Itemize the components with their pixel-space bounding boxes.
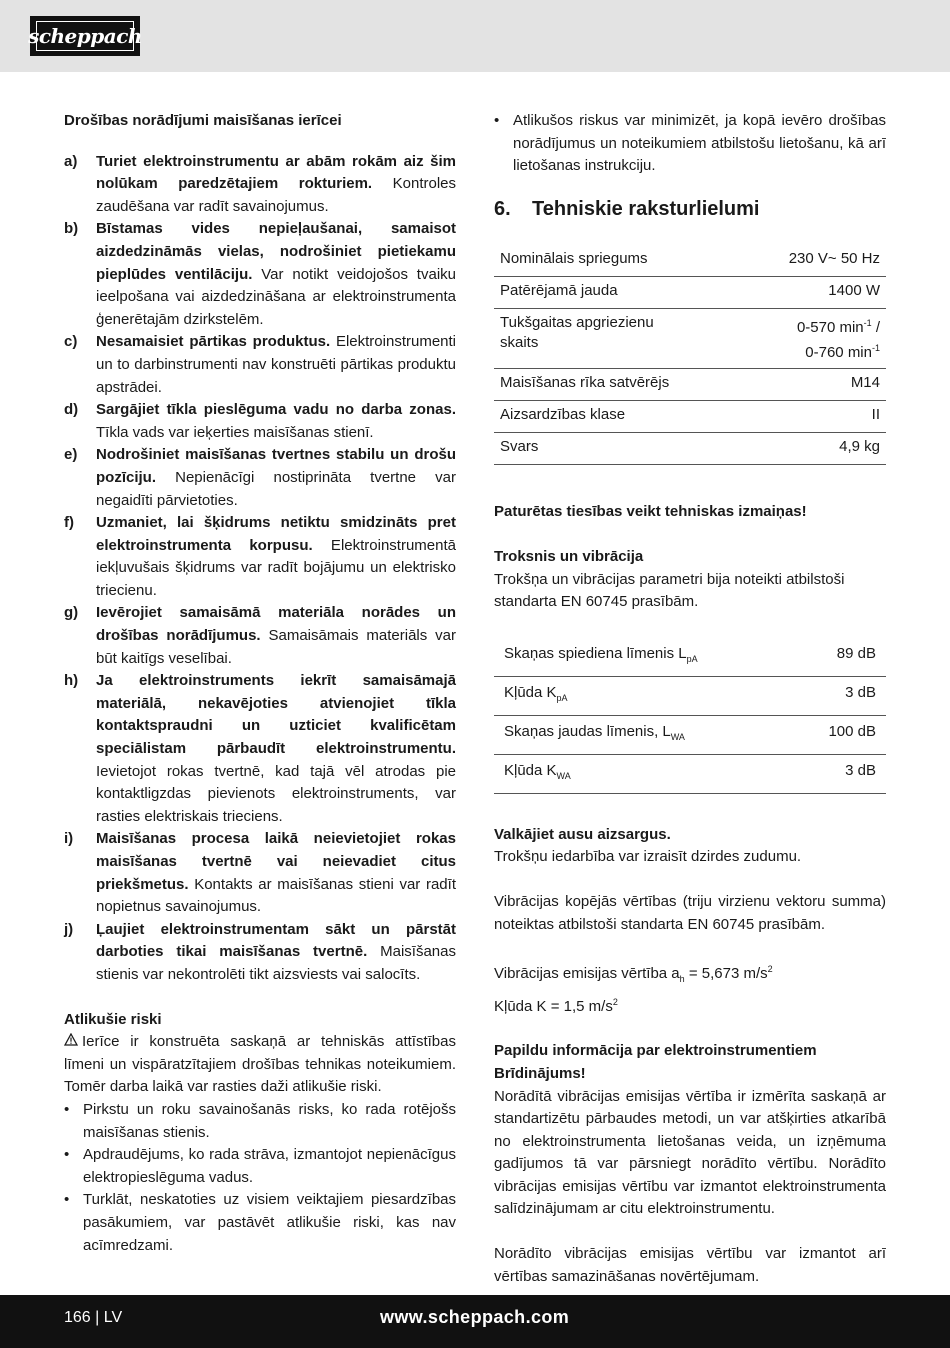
warning-triangle-icon bbox=[64, 1033, 78, 1046]
spec-value2-sup: -1 bbox=[871, 343, 880, 354]
table-row bbox=[494, 309, 886, 369]
spec-value: 230 V~ 50 Hz bbox=[744, 245, 886, 277]
noise-label-text: Skaņas spiediena līmenis L bbox=[504, 644, 687, 662]
item-text: Ievietojot rokas tvertnē, kad tajā vēl atrodas pie kontaktligzdas pievienots elektroinstruments, var rasties elektriskais trieciens. bbox=[96, 762, 456, 825]
vibration-error-text: Kļūda K = 1,5 m/s bbox=[494, 997, 613, 1015]
item-bold-text: Nesamaisiet pārtikas produktus. bbox=[96, 333, 331, 351]
left-column bbox=[64, 110, 456, 1257]
noise-vibration-title: Troksnis un vibrācija bbox=[494, 547, 644, 565]
vibration-emission-sub: h bbox=[679, 974, 685, 985]
safety-instructions-list bbox=[64, 151, 456, 987]
item-bold-text: Nodrošiniet maisīšanas tvertnes stabilu un drošu pozīciju. bbox=[96, 446, 456, 486]
rights-reserved-note: Paturētas tiesības veikt tehniskas izmaiņas! bbox=[494, 503, 807, 521]
residual-risks-title: Atlikušie riski bbox=[64, 1010, 162, 1028]
list-item: • Turklāt, neskatoties uz visiem veiktajiem piesardzības pasākumiem, var pastāvēt atlikušie riski, kas nav acīmredzami. bbox=[64, 1189, 456, 1257]
ear-protection-title: Valkājiet ausu aizsargus. bbox=[494, 825, 671, 843]
noise-label bbox=[494, 715, 792, 754]
item-text: Var notikt veidojošos tvaiku ieelpošana vai aizdedzināšana ar elektroinstrumenta ģenerētajām dzirkstelēm. bbox=[96, 265, 456, 328]
table-row bbox=[494, 277, 886, 309]
tech-specs-table bbox=[494, 245, 886, 465]
spec-label-line1: Tukšgaitas apgriezienu bbox=[500, 314, 654, 332]
spec-value-tail: / bbox=[871, 319, 880, 337]
spec-label bbox=[494, 309, 744, 369]
item-text: Kontakts ar maisīšanas stieni var radīt nopietnus savainojumus. bbox=[96, 875, 456, 916]
spec-value: 4,9 kg bbox=[744, 433, 886, 465]
item-bold-text: Sargājiet tīkla pieslēguma vadu no darba zonas. bbox=[96, 401, 456, 419]
noise-vibration-text: Trokšņa un vibrācijas parametri bija noteikti atbilstoši standarta EN 60745 prasībām. bbox=[494, 570, 845, 611]
list-item bbox=[64, 151, 456, 219]
section-number: 6. bbox=[494, 197, 511, 220]
noise-label-text: Skaņas jaudas līmenis, L bbox=[504, 722, 671, 740]
item-label: b) bbox=[64, 220, 79, 238]
table-row bbox=[494, 715, 886, 754]
right-column bbox=[494, 110, 886, 1288]
scheppach-logo: scheppach bbox=[30, 16, 140, 56]
spec-label: Maisīšanas rīka satvērējs bbox=[494, 369, 744, 401]
spec-value: M14 bbox=[744, 369, 886, 401]
list-item bbox=[64, 331, 456, 399]
item-bold-text: Maisīšanas procesa laikā neievietojiet rokas maisīšanas tvertnē vai neievadiet citus priekšmetus. bbox=[96, 830, 456, 893]
spec-label: Aizsardzības klase bbox=[494, 401, 744, 433]
noise-label-sub: pA bbox=[686, 653, 698, 664]
table-row bbox=[494, 433, 886, 465]
list-item bbox=[64, 399, 456, 444]
noise-label bbox=[494, 638, 792, 677]
vibration-error-value bbox=[494, 991, 886, 1019]
residual-risks-intro bbox=[64, 1031, 456, 1099]
vibration-emission-label: Vibrācijas emisijas vērtība a bbox=[494, 965, 680, 983]
noise-label bbox=[494, 676, 792, 715]
item-text: Samaisāmais materiāls var būt kaitīgs veselībai. bbox=[96, 627, 456, 667]
item-label: e) bbox=[64, 446, 78, 464]
list-item bbox=[64, 670, 456, 828]
list-item bbox=[64, 512, 456, 602]
residual-intro-text: Ierīce ir konstruēta saskaņā ar tehniskās attīstības līmeni un vispāratzītajiem drošības tehnikas noteikumiem. Tomēr darba laikā var rasties daži atlikušie riski. bbox=[64, 1033, 456, 1096]
noise-label-text: Kļūda K bbox=[504, 683, 557, 701]
item-label: j) bbox=[64, 920, 74, 938]
list-item bbox=[64, 218, 456, 331]
spec-value-line1: 0-570 min bbox=[796, 319, 864, 337]
page-number: 166 | LV bbox=[64, 1309, 123, 1326]
list-item: • Pirkstu un roku savainošanās risks, ko rada rotējošs maisīšanas stienis. bbox=[64, 1099, 456, 1144]
vibration-total-text: Vibrācijas kopējās vērtības (triju virzienu vektoru summa) noteiktas atbilstoši standarta EN 60745 prasībām. bbox=[494, 892, 886, 933]
spec-value-line2: 0-760 min bbox=[805, 344, 872, 362]
item-text: Elektroinstrumentā iekļuvušais šķidrums var radīt bojājumu un elektrisko triecienu. bbox=[96, 536, 456, 599]
residual-risks-list bbox=[64, 1099, 456, 1257]
table-row bbox=[494, 401, 886, 433]
spec-label: Svars bbox=[494, 433, 744, 465]
item-label: h) bbox=[64, 672, 79, 690]
list-item bbox=[64, 828, 456, 918]
item-text: Maisīšanas stienis var nekontrolēti tikt aizsviests vai salocīts. bbox=[96, 943, 456, 983]
vibration-error-sup: 2 bbox=[612, 996, 618, 1007]
noise-value: 89 dB bbox=[792, 638, 886, 677]
noise-label-sub: WA bbox=[556, 770, 571, 781]
item-text: Tīkla vads var ieķerties maisīšanas stienī. bbox=[96, 423, 374, 441]
section-heading-tech bbox=[494, 198, 886, 221]
item-bold-text: Bīstamas vides nepieļaušanai, samaisot aizdedzināmās vielas, nodrošiniet pietiekamu pieplūdes ventilāciju. bbox=[96, 220, 456, 283]
spec-label-line2: skaits bbox=[500, 334, 539, 352]
table-row bbox=[494, 245, 886, 277]
list-item bbox=[64, 919, 456, 987]
spec-value: 1400 W bbox=[744, 277, 886, 309]
table-row bbox=[494, 754, 886, 793]
noise-label-sub: pA bbox=[556, 692, 568, 703]
noise-label bbox=[494, 754, 792, 793]
list-item: • Apdraudējums, ko rada strāva, izmantojot nepienācīgus elektropieslēguma vadus. bbox=[64, 1144, 456, 1189]
item-text: Elektroinstrumenti un to darbinstrumenti nav konstruēti pārtikas produktu apstrādei. bbox=[96, 333, 457, 396]
item-label: c) bbox=[64, 333, 78, 351]
spec-value: II bbox=[744, 401, 886, 433]
spec-value bbox=[744, 309, 886, 369]
residual-minimize-list bbox=[494, 110, 886, 178]
table-row bbox=[494, 369, 886, 401]
item-bold-text: Ja elektroinstruments iekrīt samaisāmajā materiālā, nekavējoties atvienojiet tīkla kontaktspraudni un uzticiet kvalificētam speciālistam pārbaudīt elektroinstrumentu. bbox=[96, 672, 456, 758]
item-label: g) bbox=[64, 604, 79, 622]
website-url: www.scheppach.com bbox=[380, 1307, 570, 1327]
section-title: Tehniskie raksturlielumi bbox=[532, 197, 760, 220]
list-item bbox=[64, 444, 456, 512]
noise-value: 100 dB bbox=[792, 715, 886, 754]
noise-label-text: Kļūda K bbox=[504, 761, 557, 779]
section-title-safety: Drošības norādījumi maisīšanas ierīcei bbox=[64, 112, 342, 129]
extra-info-title: Papildu informācija par elektroinstrumentiem bbox=[494, 1042, 817, 1060]
final-note-text: Norādīto vibrācijas emisijas vērtību var izmantot arī vērtības samazināšanas novērtējumam. bbox=[494, 1245, 886, 1285]
spec-value-sup: -1 bbox=[863, 318, 872, 329]
ear-protection-text: Trokšņu iedarbība var izraisīt dzirdes zudumu. bbox=[494, 848, 802, 866]
noise-table bbox=[494, 638, 886, 794]
item-label: a) bbox=[64, 152, 78, 170]
page-footer bbox=[0, 1295, 950, 1348]
item-label: f) bbox=[64, 514, 74, 532]
table-row bbox=[494, 638, 886, 677]
item-text: Kontroles zaudēšana var radīt savainojumus. bbox=[96, 175, 456, 215]
vibration-emission-value bbox=[494, 958, 886, 991]
item-label: d) bbox=[64, 401, 79, 419]
page-header bbox=[0, 0, 950, 72]
item-label: i) bbox=[64, 830, 74, 848]
warning-title: Brīdinājums! bbox=[494, 1064, 586, 1082]
item-bold-text: Ļaujiet elektroinstrumentam sākt un pārstāt darboties tikai maisīšanas tvertnē. bbox=[96, 920, 456, 961]
vibration-emission-number: = 5,673 m/s bbox=[684, 965, 768, 983]
noise-label-sub: WA bbox=[670, 731, 685, 742]
table-row bbox=[494, 676, 886, 715]
spec-label: Patērējamā jauda bbox=[494, 277, 744, 309]
item-bold-text: Uzmaniet, lai šķidrums netiktu smidzināts pret elektroinstrumenta korpusu. bbox=[96, 514, 456, 554]
vibration-emission-sup: 2 bbox=[767, 964, 773, 975]
item-text: Nepienācīgi nostiprināta tvertne var negaidīti pārvietoties. bbox=[96, 468, 456, 509]
noise-value: 3 dB bbox=[792, 754, 886, 793]
item-bold-text: Ievērojiet samaisāmā materiāla norādes un drošības norādījumus. bbox=[96, 604, 456, 645]
list-item: • Atlikušos riskus var minimizēt, ja kopā ievēro drošības norādījumus un noteikumiem atbilstošu lietošanu, kā arī lietošanas instrukciju. bbox=[494, 110, 886, 178]
item-bold-text: Turiet elektroinstrumentu ar abām rokām aiz šim nolūkam paredzētajiem rokturiem. bbox=[96, 152, 456, 193]
warning-text: Norādītā vibrācijas emisijas vērtība ir izmērīta saskaņā ar standartizētu pārbaudes metodi, un var atšķirties atkarībā no elektroinstrumenta lietošanas veida, un izņēmuma gadījumos tā var pārsniegt norādīto vērtību. Norādīto vibrācijas emisijas vērtību var izmantot elektroinstrumenta salīdzinājumam ar citu elektroinstrumentu. bbox=[494, 1087, 886, 1218]
spec-label: Nominālais spriegums bbox=[494, 245, 744, 277]
noise-value: 3 dB bbox=[792, 676, 886, 715]
list-item bbox=[64, 602, 456, 670]
